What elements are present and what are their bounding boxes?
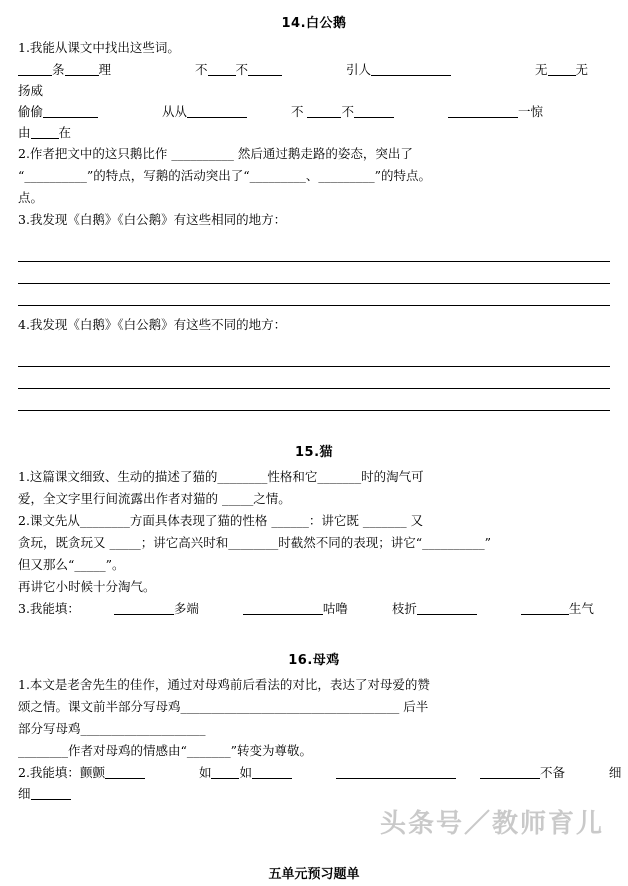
section-title-15: 15.猫	[294, 445, 334, 460]
question-15-2d: 再讲它小时候十分淘气。	[18, 579, 156, 594]
spacer	[18, 619, 610, 645]
word-fill-row-2b: 由 在	[18, 125, 72, 140]
answer-line[interactable]	[18, 389, 610, 411]
question-14-1: 1.我能从课文中找出这些词。	[18, 40, 180, 55]
question-15-1b: 爱，全文字里行间流露出作者对猫的 _____之情。	[18, 491, 291, 506]
spacer	[18, 306, 610, 314]
answer-lines-14-4[interactable]	[18, 345, 610, 411]
answer-line[interactable]	[18, 240, 610, 262]
answer-line[interactable]	[18, 284, 610, 306]
answer-line[interactable]	[18, 345, 610, 367]
answer-line[interactable]	[18, 367, 610, 389]
question-16-2b: 细	[18, 783, 610, 804]
question-15-2a: 2.课文先从________方面具体表现了猫的性格 ______：讲它既 _______ 又	[18, 513, 424, 528]
question-14-3: 3.我发现《白鹅》《白公鹅》有这些相同的地方：	[18, 212, 287, 227]
question-15-2b: 贪玩，既贪玩又 _____；讲它高兴时和________时截然不同的表现；讲它“__________”	[18, 535, 492, 550]
question-15-2c: 但又那么“_____”。	[18, 557, 125, 572]
word-fill-row-1: 条 理 不 不 引人 无 无	[18, 59, 610, 80]
word-fill-row-1b: 扬威	[18, 83, 44, 98]
question-14-4: 4.我发现《白鹅》《白公鹅》有这些不同的地方：	[18, 317, 287, 332]
question-16-1d: ________作者对母鸡的情感由“_______”转变为尊敬。	[18, 743, 313, 758]
section-title-16: 16.母鸡	[288, 653, 340, 668]
question-14-2a: 2.作者把文中的这只鹅比作 __________ 然后通过鹅走路的姿态，突出了	[18, 146, 413, 161]
section-title-14: 14.白公鹅	[281, 16, 347, 31]
answer-lines-14-3[interactable]	[18, 240, 610, 306]
question-16-1b: 颂之情。课文前半部分写母鸡___________________________________ 后半	[18, 699, 429, 714]
question-16-1c: 部分写母鸡____________________	[18, 721, 206, 736]
question-15-3: 3.我能填： 多端 咕噜 枝折 生气	[18, 601, 594, 616]
question-15-3-label: 3.我能填：	[18, 601, 80, 616]
question-16-2-label: 2.我能填：	[18, 765, 80, 780]
footer-title: 五单元预习题单	[268, 867, 360, 882]
word-fill-row-2: 偷偷 从从 不 不 一惊	[18, 104, 543, 119]
spacer	[18, 411, 610, 437]
watermark: 头条号／教师育儿	[379, 809, 604, 839]
question-15-1a: 1.这篇课文细致、生动的描述了猫的________性格和它_______时的淘气可	[18, 469, 424, 484]
question-16-2: 2.我能填：颤颤 如 如 不备 细	[18, 765, 622, 780]
answer-line[interactable]	[18, 262, 610, 284]
question-14-2b: “__________”的特点，写鹅的活动突出了“_________、_________”的特点。	[18, 168, 432, 183]
question-16-1a: 1.本文是老舍先生的佳作，通过对母鸡前后看法的对比，表达了对母爱的赞	[18, 677, 430, 692]
question-14-2c: 点。	[18, 190, 44, 205]
